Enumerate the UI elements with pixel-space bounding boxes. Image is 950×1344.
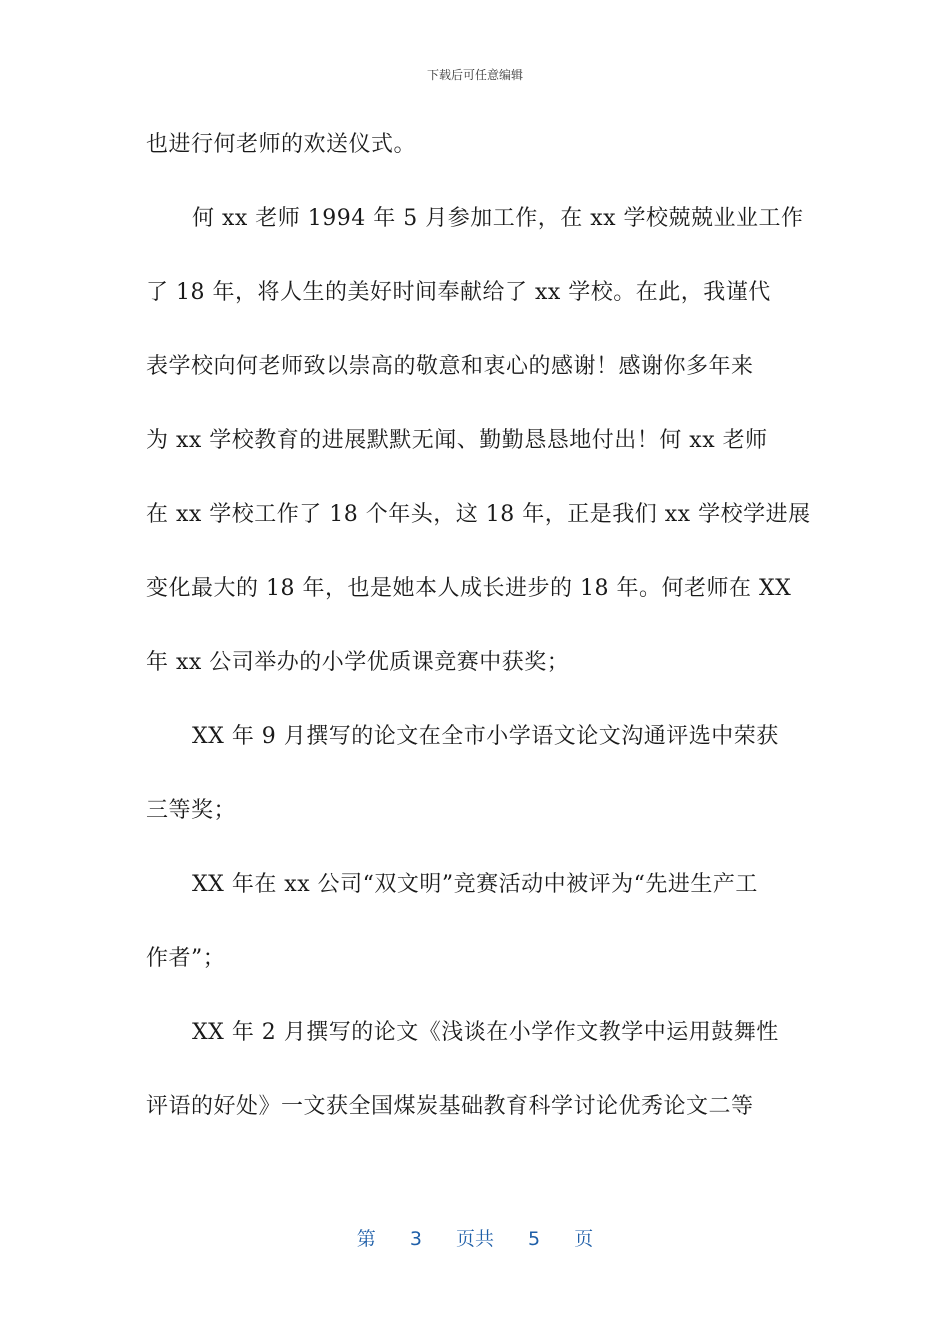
body-line-1: 也进行何老师的欢送仪式。 xyxy=(146,132,417,157)
footer-prefix: 第 xyxy=(356,1228,376,1250)
page-header-note: 下载后可任意编辑 xyxy=(426,68,523,82)
body-line-4: 表学校向何老师致以崇高的敬意和衷心的感谢！感谢你多年来 xyxy=(146,354,754,379)
footer-suffix: 页 xyxy=(574,1228,594,1250)
footer-current-page: 3 xyxy=(409,1228,422,1250)
body-line-13: XX 年 2 月撰写的论文《浅谈在小学作文教学中运用鼓舞性 xyxy=(192,1020,779,1045)
footer-middle: 页共 xyxy=(455,1228,494,1250)
body-line-2: 何 xx 老师 1994 年 5 月参加工作，在 xx 学校兢兢业业工作 xyxy=(192,206,804,231)
page-footer xyxy=(0,1224,950,1251)
body-line-8: 年 xx 公司举办的小学优质课竞赛中获奖； xyxy=(146,650,570,675)
body-line-3: 了 18 年，将人生的美好时间奉献给了 xx 学校。在此，我谨代 xyxy=(146,280,771,305)
body-line-9: XX 年 9 月撰写的论文在全市小学语文论文沟通评选中荣获 xyxy=(192,724,779,749)
body-line-12: 作者”； xyxy=(146,946,226,971)
body-line-11: XX 年在 xx 公司“双文明”竞赛活动中被评为“先进生产工 xyxy=(192,872,758,897)
body-line-10: 三等奖； xyxy=(146,798,237,823)
body-line-14: 评语的好处》一文获全国煤炭基础教育科学讨论优秀论文二等 xyxy=(146,1094,754,1119)
footer-total-pages: 5 xyxy=(528,1228,541,1250)
body-line-5: 为 xx 学校教育的进展默默无闻、勤勤恳恳地付出！何 xx 老师 xyxy=(146,428,768,453)
body-line-7: 变化最大的 18 年，也是她本人成长进步的 18 年。何老师在 XX xyxy=(146,576,792,601)
body-line-6: 在 xx 学校工作了 18 个年头，这 18 年，正是我们 xx 学校学进展 xyxy=(146,502,811,527)
